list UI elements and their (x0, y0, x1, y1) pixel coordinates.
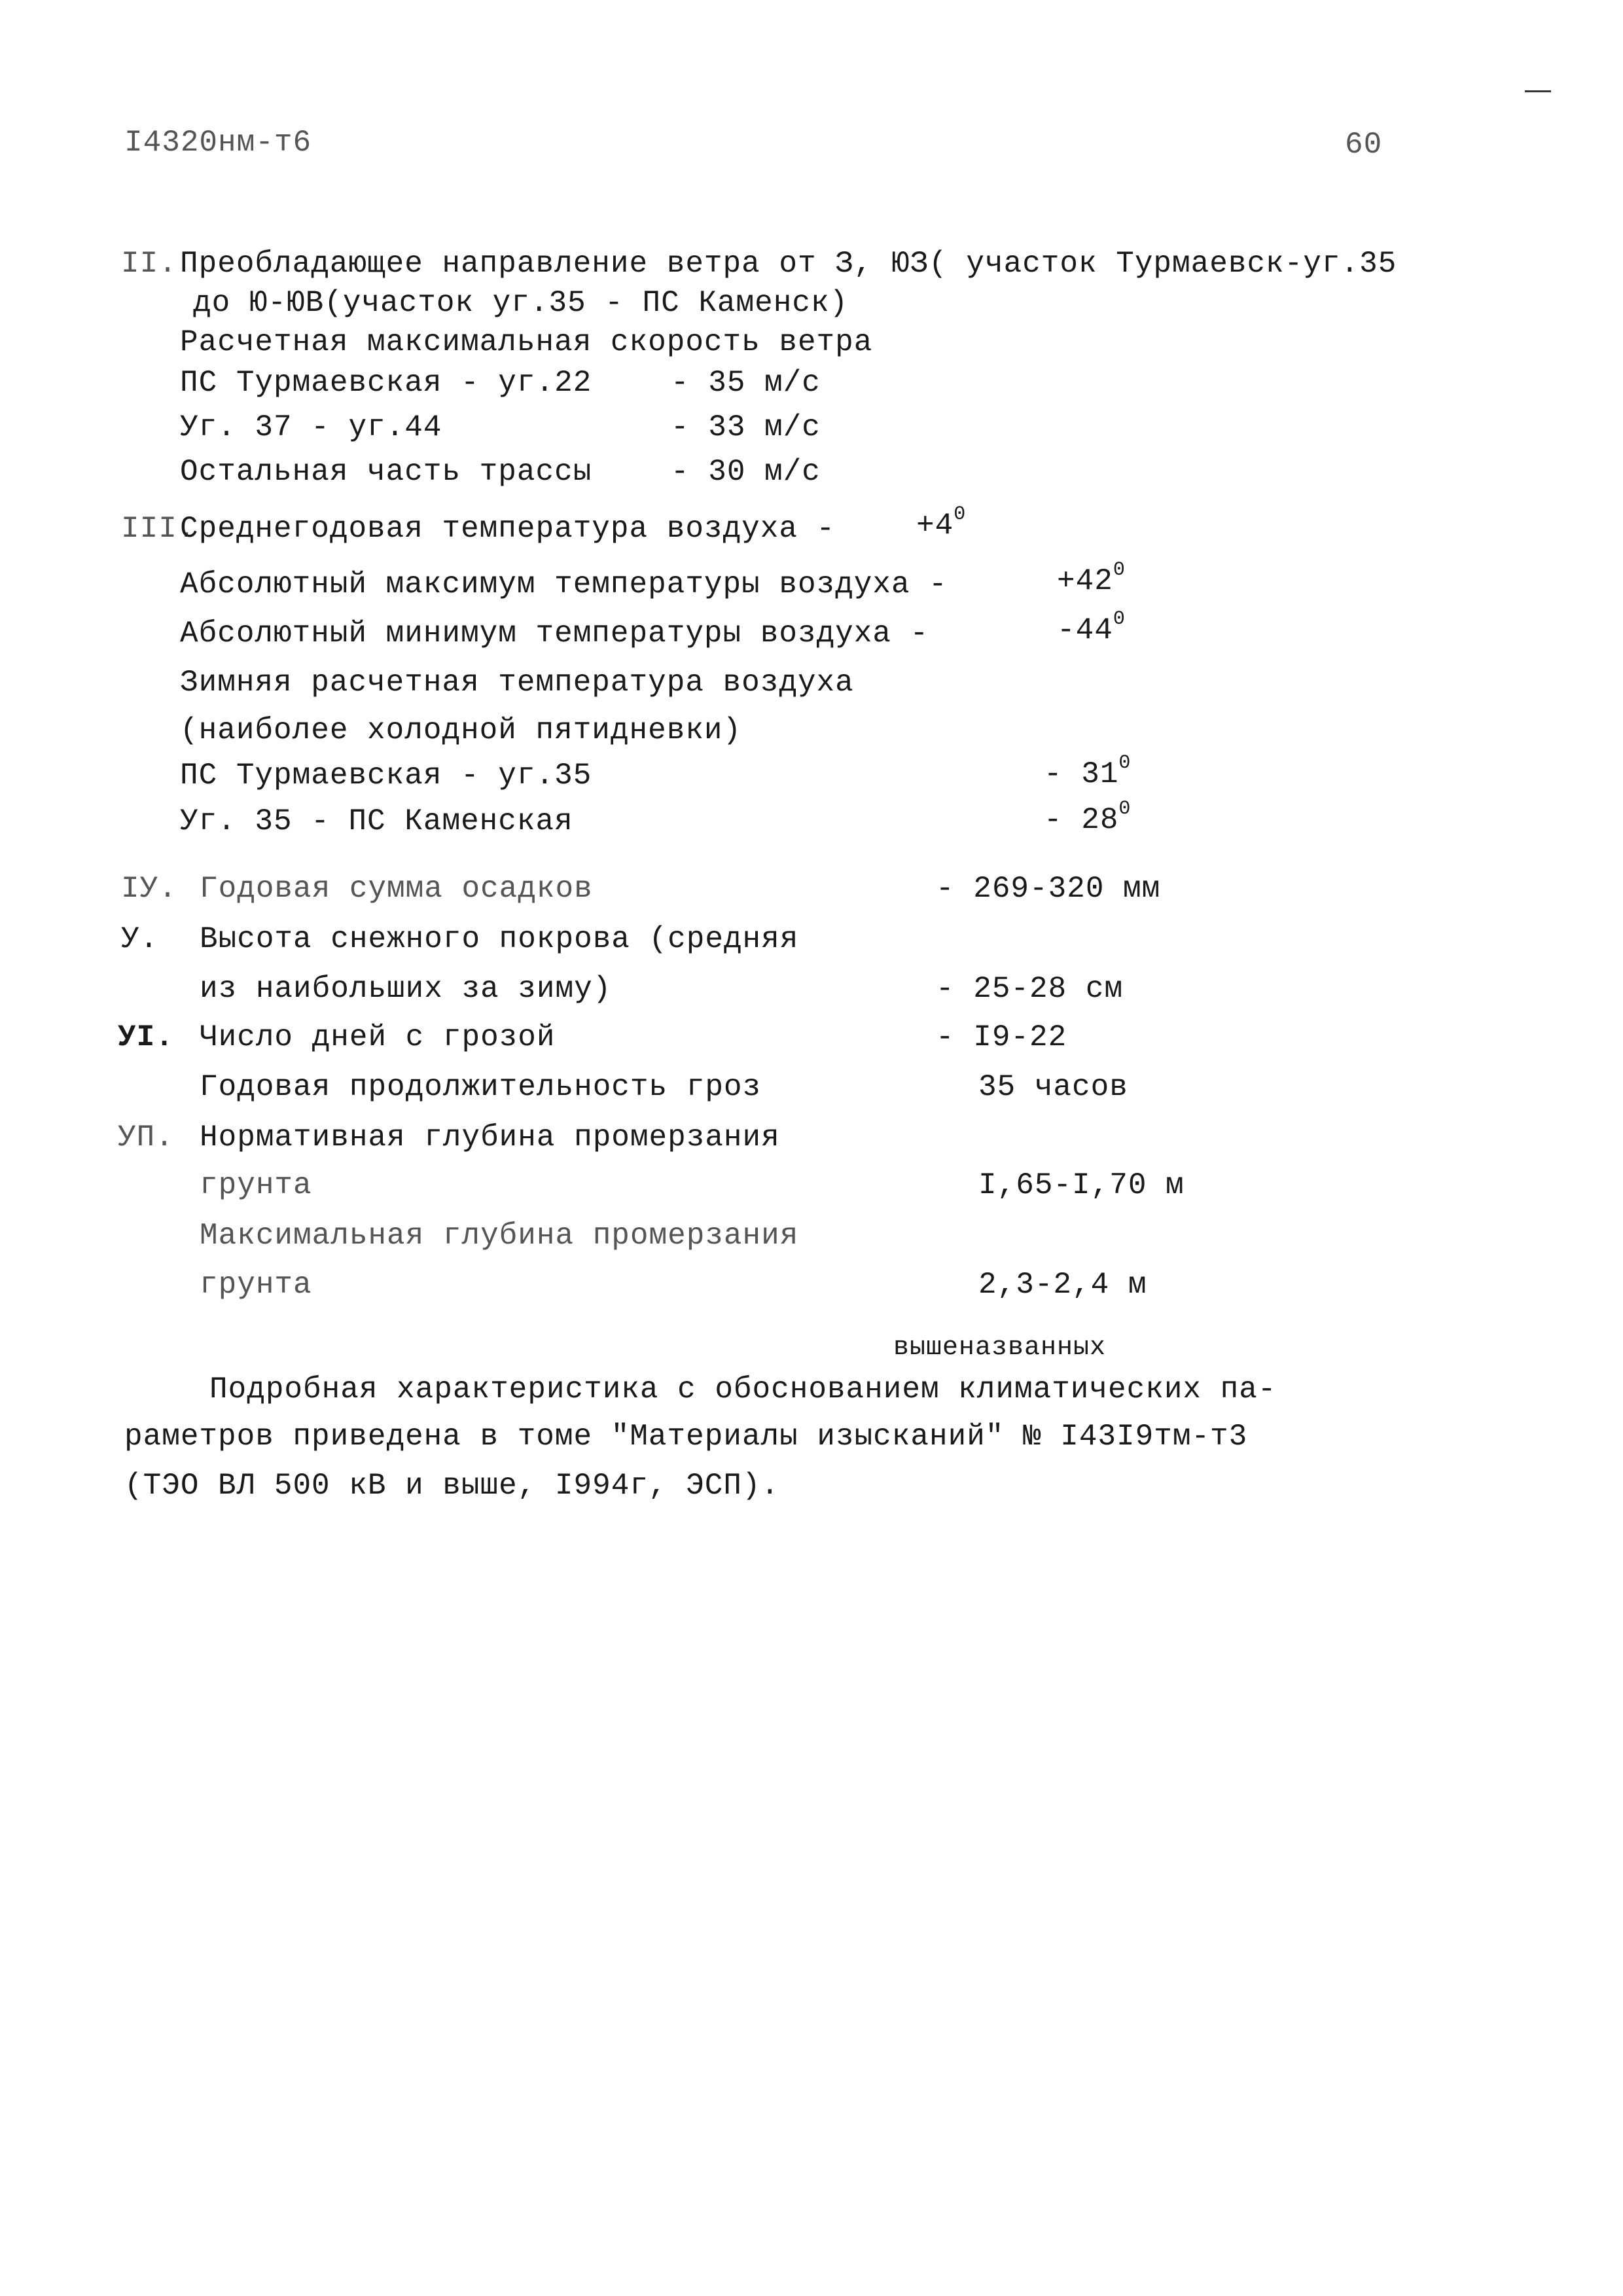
row-label: Среднегодовая температура воздуха - (180, 512, 836, 546)
row-label: Зимняя расчетная температура воздуха (180, 666, 854, 700)
footer-text: (ТЭО ВЛ 500 кВ и выше, I994г, ЭСП). (124, 1469, 780, 1503)
row-value: - 269-320 мм (936, 872, 1161, 906)
row-label: Максимальная глубина промерзания (200, 1219, 799, 1253)
row-value: I,65-I,70 м (978, 1168, 1185, 1202)
section-number: УП. (118, 1121, 174, 1155)
page-number: 60 (1345, 128, 1383, 162)
wind-speed-heading: Расчетная максимальная скорость ветра (180, 325, 873, 359)
row-value: - $28^0$ (1044, 798, 1132, 837)
row-label: (наиболее холодной пятидневки) (180, 713, 742, 747)
section-number: IУ. (121, 872, 177, 906)
row-label: из наибольших за зиму) (200, 972, 612, 1006)
section-number: III. (121, 512, 196, 546)
row-label: ПС Турмаевская - уг.35 (180, 759, 592, 793)
row-label: Нормативная глубина промерзания (200, 1121, 780, 1155)
handwritten-insert: вышеназванных (893, 1333, 1107, 1363)
doc-code: I4320нм-т6 (124, 126, 312, 160)
row-label: ПС Турмаевская - уг.22 (180, 366, 592, 400)
section-number: У. (121, 922, 159, 956)
row-value: $+4^0$ (916, 503, 967, 543)
row-label: Остальная часть трассы (180, 455, 592, 489)
row-label: Абсолютный максимум температуры воздуха - (180, 567, 948, 601)
wind-direction-text: Преобладающее направление ветра от З, ЮЗ( участок Турмаевск-уг.35 (180, 247, 1397, 281)
row-value: $-44^0$ (1057, 608, 1126, 647)
row-label: грунта (200, 1168, 312, 1202)
footer-text: Подробная характеристика с обоснованием климатических па- (209, 1372, 1277, 1407)
section-number: II. (121, 247, 177, 281)
row-value: - 35 м/с (671, 366, 821, 400)
footer-text: раметров приведена в томе "Материалы изысканий" № I43I9тм-т3 (124, 1420, 1248, 1454)
row-value: $+42^0$ (1057, 559, 1126, 598)
row-label: Уг. 35 - ПС Каменская (180, 804, 573, 838)
row-label: Число дней с грозой (200, 1020, 556, 1054)
row-label: Высота снежного покрова (средняя (200, 922, 799, 956)
row-value: - 30 м/с (671, 455, 821, 489)
row-value: - I9-22 (936, 1020, 1067, 1054)
row-label: грунта (200, 1268, 312, 1302)
row-value: - 25-28 см (936, 972, 1124, 1006)
row-label: Годовая продолжительность гроз (200, 1070, 762, 1104)
row-label: Уг. 37 - уг.44 (180, 410, 442, 444)
row-value: 2,3-2,4 м (978, 1268, 1147, 1302)
row-value: 35 часов (978, 1070, 1128, 1104)
row-label: Годовая сумма осадков (200, 872, 593, 906)
row-label: Абсолютный минимум температуры воздуха - (180, 617, 929, 651)
margin-mark (1525, 90, 1551, 92)
row-value: - $31^0$ (1044, 752, 1132, 791)
wind-direction-text-2: до Ю-ЮВ(участок уг.35 - ПС Каменск) (193, 286, 849, 320)
row-value: - 33 м/с (671, 410, 821, 444)
section-number: УI. (118, 1020, 174, 1054)
